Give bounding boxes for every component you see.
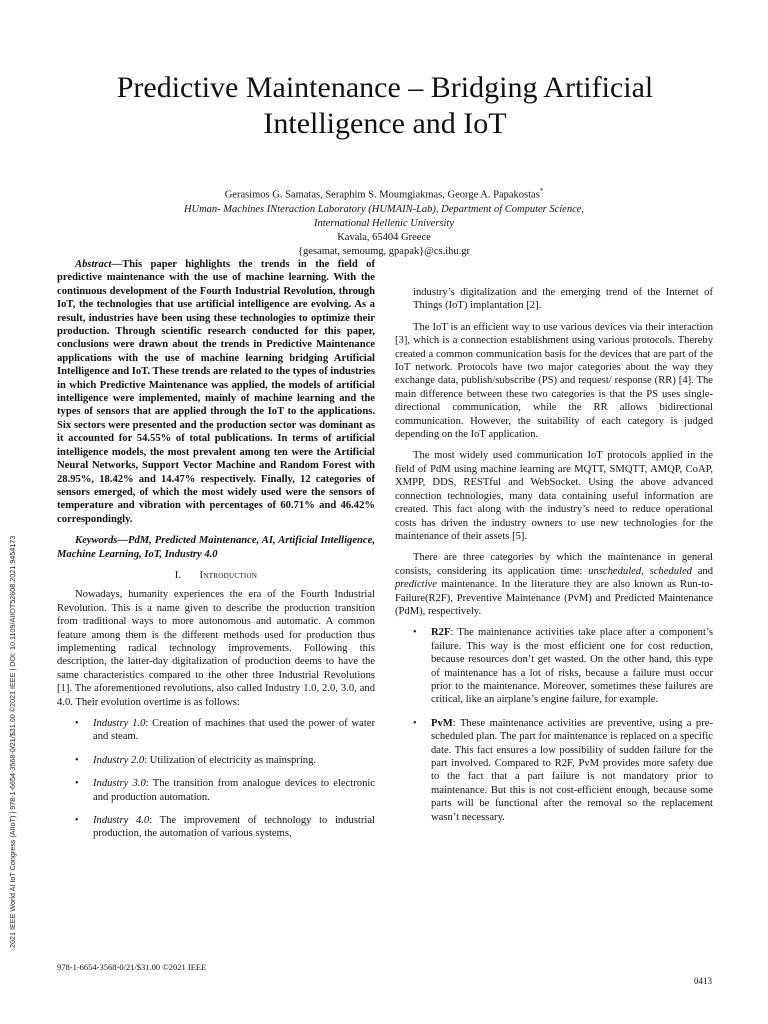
author-names [130,184,638,203]
bullet-icon: • [75,778,79,790]
section-number: I. [174,569,182,581]
keywords: Keywords—PdM, Predicted Maintenance, AI, Artificial Intelligence, Machine Learning, IoT, Industry 4.0 [57,535,375,560]
corresponding-mark: * [539,187,544,195]
p3-text-d: maintenance. In the literature they are also known as Run-to-Failure(R2F), Preventive Maintenance (PvM) and Predicted Maintenance (PdM), respectively. [395,579,713,617]
right-paragraph-3 [395,551,713,618]
bullet-icon: • [75,718,79,729]
list-item [395,626,713,706]
intro-paragraph-1: Nowadays, humanity experiences the era of the Fourth Industrial Revolution. This is a name given to describe the production transition from traditional ways to more autonomous and automatic. A common feature among them is the different methods used for production thus implementing radical technology improvements. Following this description, the latter-day digitalization of production deems to have the same characteristics compared to the other three Industrial Revolutions [1]. The aforementioned revolutions, also called Industry 1.0, 2.0, 3.0, and 4.0. Their evolution overtime is as follows: [57,589,375,708]
list-item-text: : These maintenance activities are preventive, using a pre-scheduled plan. The part for maintenance is replaced on a specific date. This fact ensures a low possibility of sudden failure for the part involved. Compared to R2F, PvM provides more safety due to the fact that a part failure is not mandatory prior to maintenance. But this is not cost-efficient enough, because some parts will be functional after the removal so the replacement wasn’t necessary. [431,717,713,823]
p3-text-c: and [691,565,714,577]
list-item-text: : The improvement of technology to industrial production, the automation of various systems, [93,815,375,840]
section-heading-introduction [57,569,375,582]
affiliation-line-2: International Hellenic University [314,217,454,229]
p3-text-a: There are three categories by which the maintenance in general consists, considering its application time: [395,552,713,577]
list-item-term: Industry 3.0 [93,778,146,790]
author-names-text: Gerasimos G. Samatas, Seraphim S. Moumgiakmas, George A. Papakostas [224,189,540,201]
paper-title: Predictive Maintenance – Bridging Artificial Intelligence and IoT [116,71,654,140]
p3-term-predictive: predictive [395,579,437,591]
abstract [57,258,375,526]
bullet-icon: • [413,717,417,729]
list-item [57,777,375,804]
p3-term-scheduled: scheduled [649,565,692,577]
right-column [395,286,713,834]
list-item [57,717,375,744]
right-paragraph-0: industry’s digitalization and the emerging trend of the Internet of Things (IoT) implantation [2]. [413,287,713,312]
list-item-term: PvM [431,717,453,729]
p3-term-unscheduled: unscheduled [588,565,642,577]
author-block [130,184,638,259]
p3-text-b: , [641,565,650,577]
page-number: 0413 [694,976,712,986]
industry-list [57,717,375,841]
bullet-icon: • [75,815,79,827]
list-item [395,717,713,824]
maintenance-list [395,626,713,824]
list-item-term: Industry 4.0 [93,815,150,827]
author-city: Kavala, 65404 Greece [337,231,431,243]
bullet-icon: • [413,627,417,639]
list-item [57,754,375,767]
list-item-text: : The maintenance activities take place after a component’s failure. This way is the most efficient one for cost reduction, because resources don’t get wasted. On the other hand, this type of maintenance has a lot of risks, because a failure must occur prior to the maintenance. Moreover, sometimes these failures are critical, like an airplane’s engine failure, for example. [431,627,713,706]
list-item-text: : The transition from analogue devices to electronic and production automation. [93,778,376,803]
section-title: Introduction [199,569,258,581]
list-item-term: Industry 1.0 [93,718,146,729]
list-item-text: : Creation of machines that used the power of water and steam. [93,718,375,743]
list-item-text: : Utilization of electricity as mainspring. [144,754,317,766]
bullet-icon: • [75,754,79,766]
list-item-term: R2F [431,627,451,639]
doi-sidebar: 2021 IEEE World AI IoT Congress (AIIoT) | 978-1-6654-3568-0/21/$31.00 ©2021 IEEE | DOI: 10.1109/AIIOT52608.2021.9454173 [8,535,17,948]
author-email: {gesamat, semoumg, gpapak}@cs.ihu.gr [298,245,470,257]
left-column [57,258,375,851]
copyright-footer: 978-1-6654-3568-0/21/$31.00 ©2021 IEEE [57,962,207,972]
right-paragraph-2: The most widely used communication IoT protocols applied in the field of PdM using machine learning are MQTT, SMQTT, AMQP, CoAP, XMPP, DDS, RESTful and WebSocket. Using the above advanced connection technologies, many data containing useful information are created. This fact along with the industry’s need to reduce operational costs has driven the industry owners to use new technologies for the maintenance of their assets [5]. [395,450,713,542]
list-item [57,814,375,841]
abstract-lead: Abstract [75,259,112,270]
right-paragraph-1: The IoT is an efficient way to use various devices via their interaction [3], which is a connection establishment using various protocols. Thereby created a common communication basis for the devices that are part of the IoT network. Protocols have two major categories about the way they exchange data, publish/subscribe (PS) and request/ response (RR) [4]. The main difference between these two categories is that the PS uses single-directional communication, while the RR allows bidirectional communication. However, the suitability of each category is judged depending on the IoT application. [395,321,713,441]
affiliation-line-1: HUman- Machines INteraction Laboratory (HUMAIN-Lab), Department of Computer Science, [183,203,585,215]
abstract-text: —This paper highlights the trends in the field of predictive maintenance with the use of machine learning. With the continuous development of the Fourth Industrial Revolution, through IoT, the technologies that use artificial intelligence are evolving. As a result, industries have been using these technologies to optimize their production. Through scientific research conducted for this paper, conclusions were drawn about the trends in Predictive Maintenance applications with the use of machine learning bridging Artificial Intelligence and IoT. These trends are related to the types of industries in which Predictive Maintenance was applied, the models of artificial intelligence were implemented, mainly of machine learning and the types of sensors that are applied through the IoT to the applications. Six sectors were presented and the production sector was dominant as it accounted for 54.55% of total publications. In terms of artificial intelligence models, the most prevalent among ten were the Artificial Neural Networks, Support Vector Machine and Random Forest with 28.95%, 18.42% and 14.47% respectively. Finally, 12 categories of sensors emerged, of which the most widely used were the sensors of temperature and vibration with percentages of 60.71% and 46.42% correspondingly. [57,259,376,525]
list-item-term: Industry 2.0 [93,754,145,766]
